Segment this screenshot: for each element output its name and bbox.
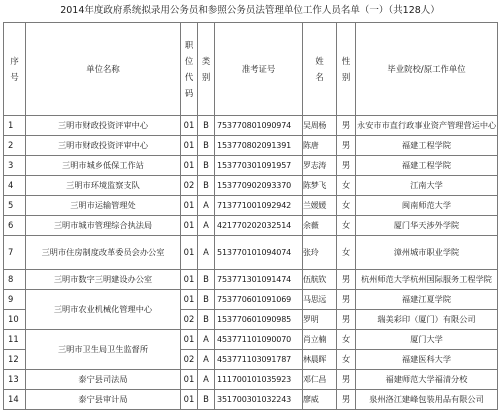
cell-unit: 三明市财政投资评审中心 [26,116,181,136]
cell-name: 肖立楠 [303,330,337,350]
cell-seq: 7 [4,236,26,270]
cell-category: A [198,216,215,236]
cell-position-code: 01 [181,236,198,270]
cell-position-code: 01 [181,330,198,350]
cell-school: 漳州城市职业学院 [356,236,498,270]
cell-category: B [198,156,215,176]
cell-position-code: 01 [181,370,198,390]
cell-school: 杭州师范大学杭州国际服务工程学院 [356,270,498,290]
cell-unit: 三明市住房制度改革委员会办公室 [26,236,181,270]
cell-exam-number: 153770601090985 [215,310,303,330]
table-row [4,330,498,350]
cell-category: B [198,176,215,196]
cell-seq: 4 [4,176,26,196]
cell-exam-number: 753770801090974 [215,116,303,136]
page-title: 2014年度政府系统拟录用公务员和参照公务员法管理单位工作人员名单（一）（共128人） [60,5,440,16]
cell-name: 林晨晖 [303,350,337,370]
cell-seq: 12 [4,350,26,370]
cell-category: A [198,196,215,216]
cell-school: 泉州洛江建峰包装用品有限公司 [356,390,498,410]
header-seq: 序 号 [4,23,26,116]
cell-unit: 三明市数字三明建设办公室 [26,270,181,290]
cell-name: 罗明 [303,310,337,330]
cell-name: 陈唐 [303,136,337,156]
cell-category: A [198,236,215,270]
cell-position-code: 01 [181,116,198,136]
cell-exam-number: 153770902093370 [215,176,303,196]
cell-unit: 三明市城市管理综合执法局 [26,216,181,236]
table-row [4,270,498,290]
cell-unit: 三明市环境监察支队 [26,176,181,196]
cell-unit: 三明市城乡低保工作站 [26,156,181,176]
cell-unit: 三明市运输管理处 [26,196,181,216]
cell-sex: 女 [337,236,356,270]
header-exam-number: 准考证号 [215,23,303,116]
cell-school: 厦门大学 [356,330,498,350]
header-sex: 性 别 [337,23,356,116]
cell-exam-number: 453771103091787 [215,350,303,370]
cell-school: 厦门华天涉外学院 [356,216,498,236]
cell-sex: 男 [337,116,356,136]
cell-name: 罗志涛 [303,156,337,176]
table-row [4,156,498,176]
cell-sex: 女 [337,176,356,196]
cell-seq: 1 [4,116,26,136]
cell-unit: 三明市财政投资评审中心 [26,136,181,156]
cell-position-code: 01 [181,270,198,290]
table-row [4,290,498,310]
cell-school: 福建工程学院 [356,136,498,156]
cell-category: B [198,116,215,136]
cell-unit: 泰宁县审计局 [26,390,181,410]
cell-sex: 男 [337,270,356,290]
cell-position-code: 01 [181,196,198,216]
header-school: 毕业院校/原工作单位 [356,23,498,116]
cell-sex: 女 [337,350,356,370]
cell-position-code: 01 [181,290,198,310]
cell-exam-number: 753771301091474 [215,270,303,290]
cell-seq: 13 [4,370,26,390]
cell-name: 马思远 [303,290,337,310]
table-row [4,176,498,196]
cell-exam-number: 111700101035923 [215,370,303,390]
cell-position-code: 01 [181,156,198,176]
cell-category: B [198,310,215,330]
cell-school: 闽南师范大学 [356,196,498,216]
cell-sex: 女 [337,216,356,236]
cell-unit: 泰宁县司法局 [26,370,181,390]
cell-school: 福建医科大学 [356,350,498,370]
cell-position-code: 01 [181,136,198,156]
table-row [4,196,498,216]
header-category: 类 别 [198,23,215,116]
cell-sex: 男 [337,390,356,410]
cell-position-code: 02 [181,350,198,370]
cell-school: 江南大学 [356,176,498,196]
cell-school: 福建师范大学福清分校 [356,370,498,390]
cell-sex: 男 [337,310,356,330]
table-row [4,370,498,390]
cell-category: B [198,270,215,290]
cell-sex: 女 [337,330,356,350]
cell-unit: 三明市农业机械化管理中心 [26,290,181,330]
table-row [4,136,498,156]
cell-exam-number: 513770101094074 [215,236,303,270]
cell-exam-number: 713771001092942 [215,196,303,216]
cell-category: A [198,350,215,370]
table-row [4,116,498,136]
cell-category: B [198,136,215,156]
cell-category: B [198,390,215,410]
cell-seq: 2 [4,136,26,156]
cell-name: 兰媛媛 [303,196,337,216]
cell-position-code: 02 [181,310,198,330]
cell-category: A [198,370,215,390]
cell-name: 余薇 [303,216,337,236]
cell-sex: 男 [337,290,356,310]
cell-sex: 男 [337,370,356,390]
cell-seq: 10 [4,310,26,330]
cell-category: B [198,290,215,310]
header-unit: 单位名称 [26,23,181,116]
cell-exam-number: 351700301032243 [215,390,303,410]
cell-exam-number: 453771101090070 [215,330,303,350]
header-name: 姓 名 [303,23,337,116]
cell-name: 伍航钦 [303,270,337,290]
cell-school: 瑞美彩印（厦门）有限公司 [356,310,498,330]
cell-name: 邓仁昌 [303,370,337,390]
cell-seq: 8 [4,270,26,290]
cell-unit: 三明市卫生局卫生监督所 [26,330,181,370]
cell-name: 张玲 [303,236,337,270]
personnel-table [3,22,498,410]
cell-school: 永安市市直行政事业资产管理营运中心 [356,116,498,136]
cell-seq: 9 [4,290,26,310]
cell-sex: 女 [337,196,356,216]
cell-seq: 11 [4,330,26,350]
cell-school: 福建工程学院 [356,156,498,176]
cell-exam-number: 153770301091957 [215,156,303,176]
cell-exam-number: 753770601091069 [215,290,303,310]
cell-exam-number: 421770202032514 [215,216,303,236]
table-row [4,216,498,236]
cell-name: 吴周杨 [303,116,337,136]
cell-seq: 6 [4,216,26,236]
cell-seq: 3 [4,156,26,176]
cell-name: 廖威 [303,390,337,410]
cell-position-code: 01 [181,216,198,236]
cell-position-code: 01 [181,390,198,410]
cell-sex: 男 [337,156,356,176]
cell-school: 福建江夏学院 [356,290,498,310]
table-header-row [4,23,498,116]
table-row [4,390,498,410]
cell-exam-number: 153770802091391 [215,136,303,156]
header-position-code: 职 位 代 码 [181,23,198,116]
cell-name: 陈梦飞 [303,176,337,196]
cell-category: A [198,330,215,350]
cell-position-code: 02 [181,176,198,196]
cell-seq: 14 [4,390,26,410]
cell-seq: 5 [4,196,26,216]
table-row [4,236,498,270]
cell-sex: 男 [337,136,356,156]
